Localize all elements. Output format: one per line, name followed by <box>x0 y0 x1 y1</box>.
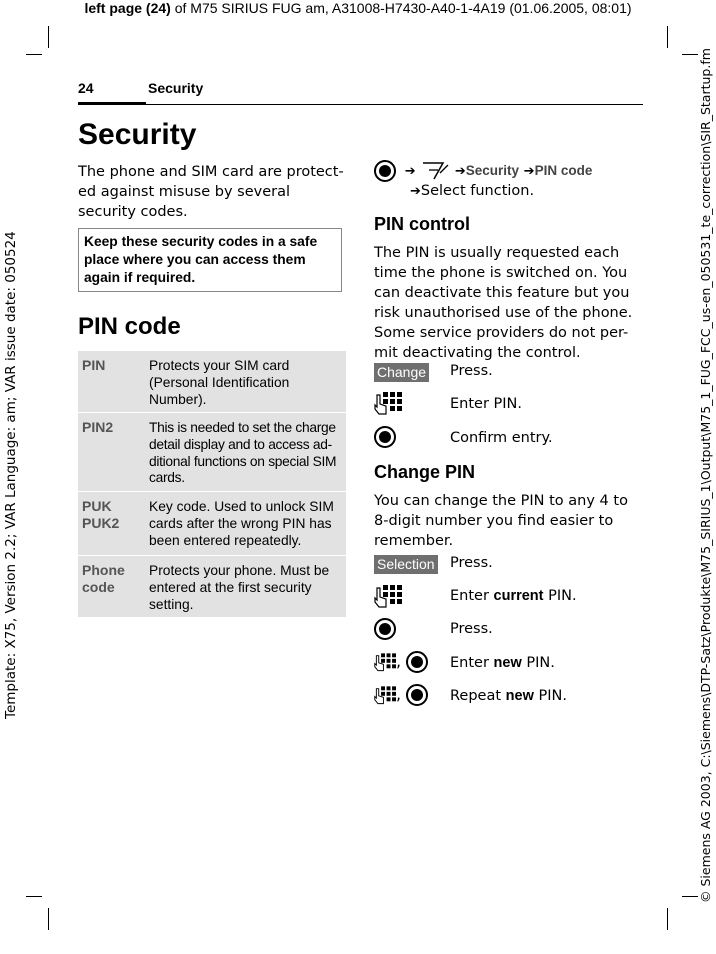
code-row <box>78 556 346 618</box>
step-icon <box>374 684 428 706</box>
running-head-title: Security <box>148 80 204 96</box>
settings-menu-icon <box>420 161 450 181</box>
intro-paragraph: The phone and SIM card are protect-ed against misuse by several security codes. <box>78 164 344 220</box>
code-key: PIN <box>82 357 106 373</box>
keypad-icon <box>374 584 402 608</box>
arrow-right-icon: ➔ <box>400 164 416 179</box>
menu-pin-code: PIN code <box>534 163 593 178</box>
step-text-pre: Enter <box>450 588 494 604</box>
crop-mark <box>682 896 698 897</box>
step-text <box>450 655 555 671</box>
step-text-bold: new <box>505 688 534 704</box>
print-header-prefix: left page (24) <box>84 0 171 16</box>
print-header-rest: of M75 SIRIUS FUG am, A31008-H7430-A40-1-4A19 (01.06.2005, 08:01) <box>170 0 632 16</box>
navigation-key-icon <box>374 618 396 640</box>
icon-separator: , <box>396 651 402 671</box>
step-text-post: PIN. <box>533 688 567 704</box>
code-row <box>78 492 346 556</box>
navigation-key-icon <box>374 426 396 448</box>
pin-control-paragraph: The PIN is usually requested each time the phone is switched on. You can deactivate this feature but you risk unauthorised use of the phone. Some service providers do not per-mit deactivating the control. <box>374 245 633 361</box>
security-note-box: Keep these security codes in a safe place where you can access them again if required. <box>78 228 342 292</box>
step-icon <box>374 391 402 415</box>
step-icon <box>374 362 429 382</box>
navigation-key-icon <box>374 160 396 182</box>
change-pin-heading: Change PIN <box>374 462 476 482</box>
step-text-post: PIN. <box>543 588 577 604</box>
icon-separator: , <box>396 684 402 704</box>
crop-mark <box>26 896 42 897</box>
pin-code-heading: PIN code <box>78 313 181 340</box>
step-text-pre: Repeat <box>450 688 506 704</box>
step-icon <box>374 554 438 574</box>
step-icon <box>374 651 428 673</box>
step-text: Press. <box>450 363 493 379</box>
code-row <box>78 351 346 413</box>
step-text-bold: current <box>493 588 544 604</box>
step-icon <box>374 584 402 608</box>
step-text: Enter PIN. <box>450 396 523 412</box>
step-icon <box>374 426 396 448</box>
navigation-key-icon <box>406 651 428 673</box>
code-description: Key code. Used to unlock SIM cards after the wrong PIN has been entered repeatedly. <box>149 499 334 548</box>
select-function-text: Select function. <box>420 183 535 199</box>
keypad-icon <box>374 391 402 415</box>
running-head-rule-thin <box>146 104 643 105</box>
code-description: Protects your SIM card (Personal Identification Number). <box>149 358 290 407</box>
navigation-key-icon <box>406 684 428 706</box>
arrow-right-icon: ➔ <box>523 164 535 179</box>
right-margin-text: © Siemens AG 2003, C:\Siemens\DTP-Satz\Produkte\M75_SIRIUS_1\Output\M75_1_FUG_FCC_us-en_050531_te_correction\SIR_Startup.fm <box>698 47 713 903</box>
step-icon <box>374 618 396 640</box>
running-head <box>78 80 643 106</box>
code-key: Phone code <box>82 562 125 595</box>
step-text: Confirm entry. <box>450 430 553 446</box>
code-description: This is needed to set the charge detail display and to access ad-ditional functions on special SIM cards. <box>149 420 337 486</box>
step-text <box>450 688 567 704</box>
step-text <box>450 588 577 604</box>
menu-security: Security <box>465 163 520 178</box>
step-text-bold: new <box>493 655 522 671</box>
step-text: Press. <box>450 555 493 571</box>
keypad-icon <box>374 652 396 672</box>
code-row <box>78 413 346 492</box>
crop-mark <box>667 908 668 930</box>
running-head-rule-thick <box>78 102 146 105</box>
crop-mark <box>667 26 668 48</box>
code-description: Protects your phone. Must be entered at the first security setting. <box>149 563 330 612</box>
page-number: 24 <box>78 80 94 96</box>
code-key: PUK PUK2 <box>82 498 120 531</box>
print-header <box>0 0 716 16</box>
arrow-right-icon: ➔ <box>410 184 421 199</box>
code-key: PIN2 <box>82 419 114 435</box>
selection-softkey: Selection <box>374 555 438 574</box>
keypad-icon <box>374 685 396 705</box>
pin-control-heading: PIN control <box>374 214 471 234</box>
change-pin-paragraph: You can change the PIN to any 4 to 8-digit number you find easier to remember. <box>374 493 628 549</box>
step-text-post: PIN. <box>521 655 555 671</box>
crop-mark <box>26 54 42 55</box>
menu-path <box>374 160 644 202</box>
left-margin-text: Template: X75, Version 2.2; VAR Language: am; VAR issue date: 050524 <box>3 231 19 719</box>
step-text-pre: Enter <box>450 655 494 671</box>
crop-mark <box>48 908 49 930</box>
page-title: Security <box>78 118 197 151</box>
step-text: Press. <box>450 621 493 637</box>
change-softkey: Change <box>374 363 429 382</box>
crop-mark <box>48 26 49 48</box>
crop-mark <box>682 54 698 55</box>
code-table <box>78 351 346 618</box>
arrow-right-icon: ➔ <box>454 164 466 179</box>
